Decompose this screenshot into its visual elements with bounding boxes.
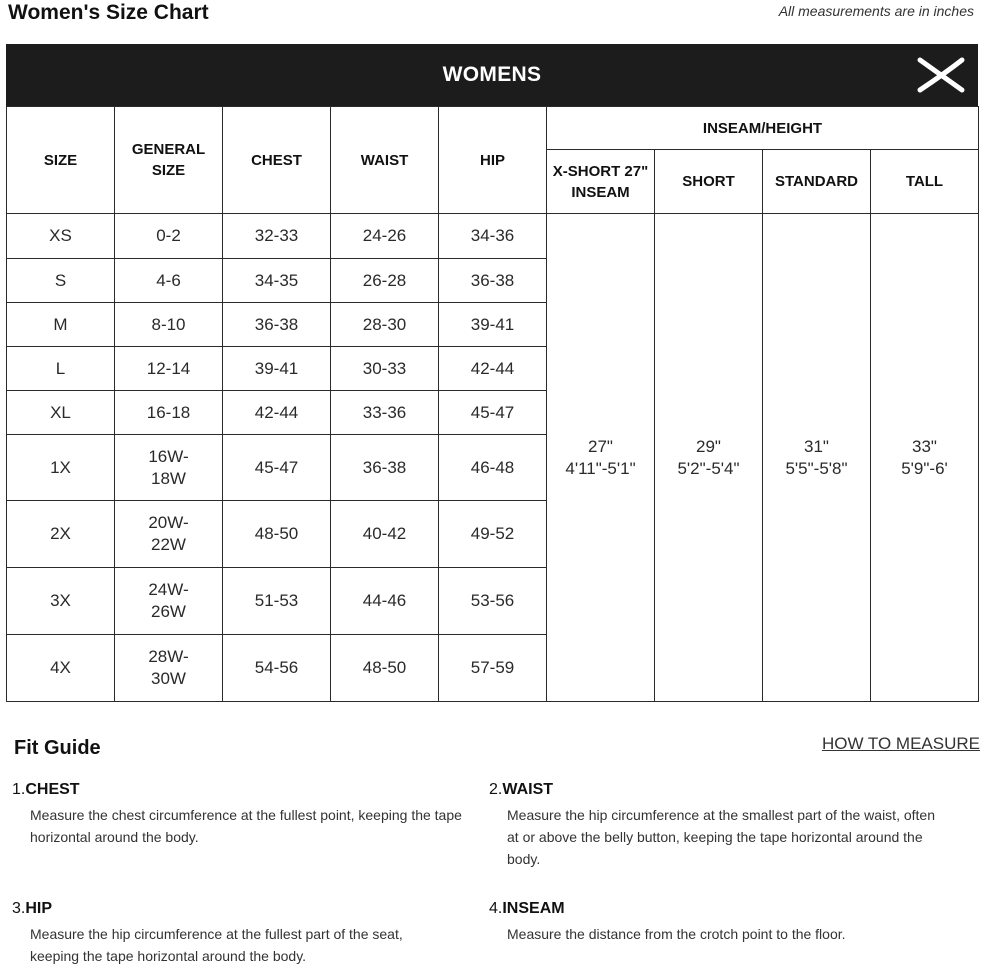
- table-row: [7, 214, 979, 259]
- general-size-text: 24W-26W: [148, 580, 189, 621]
- guide-item-text: Measure the hip circumference at the fullest part of the seat, keeping the tape horizontal around the body.: [30, 926, 403, 964]
- cell-size: 3X: [7, 568, 115, 635]
- how-to-measure-link[interactable]: HOW TO MEASURE: [821, 734, 980, 753]
- cell-chest: 48-50: [223, 501, 331, 568]
- cell-general-size: 12-14: [115, 347, 223, 391]
- header-hip: HIP: [439, 107, 547, 214]
- guide-item-text: Measure the distance from the crotch point to the floor.: [507, 926, 846, 942]
- cell-waist: 36-38: [331, 435, 439, 501]
- fit-guide-item-hip: [12, 899, 482, 967]
- cell-hip: 49-52: [439, 501, 547, 568]
- general-size-text: 20W-22W: [148, 513, 189, 554]
- guide-item-label: INSEAM: [502, 900, 565, 917]
- cell-hip: 36-38: [439, 259, 547, 303]
- cell-chest: 51-53: [223, 568, 331, 635]
- banner-title: WOMENS: [442, 63, 542, 86]
- cell-general-size: 16-18: [115, 391, 223, 435]
- brand-x-logo-icon: [916, 56, 966, 94]
- guide-item-number: 1.: [12, 781, 26, 798]
- fit-guide-heading: Fit Guide: [14, 737, 101, 759]
- header-inseam-height: INSEAM/HEIGHT: [547, 107, 979, 150]
- header-chest: CHEST: [223, 107, 331, 214]
- cell-size: M: [7, 303, 115, 347]
- cell-chest: 36-38: [223, 303, 331, 347]
- cell-chest: 34-35: [223, 259, 331, 303]
- guide-item-label: HIP: [25, 900, 53, 917]
- cell-size: S: [7, 259, 115, 303]
- guide-item-title: [12, 780, 482, 800]
- cell-general-size: 4-6: [115, 259, 223, 303]
- x-short-inseam: 27": [588, 436, 613, 456]
- cell-waist: 44-46: [331, 568, 439, 635]
- fit-guide-item-waist: [489, 780, 959, 870]
- header-x-short-label: X-SHORT 27" INSEAM: [552, 162, 649, 201]
- fit-guide-item-chest: [12, 780, 482, 848]
- short-inseam: 29": [696, 436, 721, 456]
- cell-general-size: [115, 435, 223, 501]
- cell-chest: 45-47: [223, 435, 331, 501]
- guide-item-text: Measure the chest circumference at the fullest point, keeping the tape horizontal around the body.: [30, 807, 462, 845]
- cell-size: 1X: [7, 435, 115, 501]
- guide-item-label: WAIST: [502, 781, 554, 798]
- guide-item-label: CHEST: [25, 781, 80, 798]
- general-size-text: 28W-30W: [148, 647, 189, 688]
- cell-size: 4X: [7, 635, 115, 702]
- cell-chest: 32-33: [223, 214, 331, 259]
- cell-general-size: [115, 635, 223, 702]
- cell-waist: 48-50: [331, 635, 439, 702]
- guide-item-title: [489, 899, 959, 919]
- cell-hip: 53-56: [439, 568, 547, 635]
- cell-general-size: [115, 568, 223, 635]
- cell-hip: 42-44: [439, 347, 547, 391]
- cell-waist: 24-26: [331, 214, 439, 259]
- general-size-text: 16W-18W: [148, 446, 189, 488]
- cell-inseam-short: [655, 214, 763, 702]
- header-size: SIZE: [7, 107, 115, 214]
- short-height: 5'2"-5'4": [677, 458, 740, 478]
- cell-hip: 46-48: [439, 435, 547, 501]
- cell-hip: 45-47: [439, 391, 547, 435]
- header-tall: TALL: [871, 150, 979, 214]
- cell-chest: 54-56: [223, 635, 331, 702]
- standard-inseam: 31": [804, 436, 829, 456]
- cell-size: XL: [7, 391, 115, 435]
- cell-general-size: [115, 501, 223, 568]
- guide-item-number: 2.: [489, 781, 503, 798]
- cell-inseam-standard: [763, 214, 871, 702]
- header-general-size-label: GENERAL SIZE: [131, 141, 206, 179]
- cell-size: L: [7, 347, 115, 391]
- x-short-height: 4'11"-5'1": [565, 458, 636, 478]
- tall-height: 5'9"-6': [901, 458, 948, 478]
- units-note: All measurements are in inches: [778, 3, 974, 19]
- header-x-short: [547, 150, 655, 214]
- cell-hip: 34-36: [439, 214, 547, 259]
- page-title: Women's Size Chart: [8, 1, 209, 24]
- table-banner: [6, 44, 978, 106]
- fit-guide-item-inseam: [489, 899, 959, 945]
- guide-item-title: [12, 899, 482, 919]
- header-general-size: [115, 107, 223, 214]
- cell-inseam-tall: [871, 214, 979, 702]
- guide-item-number: 3.: [12, 900, 26, 917]
- cell-general-size: 8-10: [115, 303, 223, 347]
- cell-waist: 30-33: [331, 347, 439, 391]
- cell-hip: 39-41: [439, 303, 547, 347]
- cell-size: XS: [7, 214, 115, 259]
- guide-item-number: 4.: [489, 900, 503, 917]
- guide-item-text: Measure the hip circumference at the smallest part of the waist, often at or above the belly button, keeping the tape horizontal around the body.: [507, 807, 935, 867]
- standard-height: 5'5"-5'8": [785, 458, 848, 478]
- tall-inseam: 33": [912, 436, 937, 456]
- cell-chest: 42-44: [223, 391, 331, 435]
- guide-item-title: [489, 780, 959, 800]
- cell-size: 2X: [7, 501, 115, 568]
- cell-waist: 33-36: [331, 391, 439, 435]
- cell-waist: 26-28: [331, 259, 439, 303]
- size-chart-table: [6, 106, 979, 702]
- cell-hip: 57-59: [439, 635, 547, 702]
- cell-inseam-x-short: [547, 214, 655, 702]
- header-waist: WAIST: [331, 107, 439, 214]
- header-short: SHORT: [655, 150, 763, 214]
- cell-general-size: 0-2: [115, 214, 223, 259]
- header-standard: STANDARD: [763, 150, 871, 214]
- cell-waist: 40-42: [331, 501, 439, 568]
- cell-chest: 39-41: [223, 347, 331, 391]
- cell-waist: 28-30: [331, 303, 439, 347]
